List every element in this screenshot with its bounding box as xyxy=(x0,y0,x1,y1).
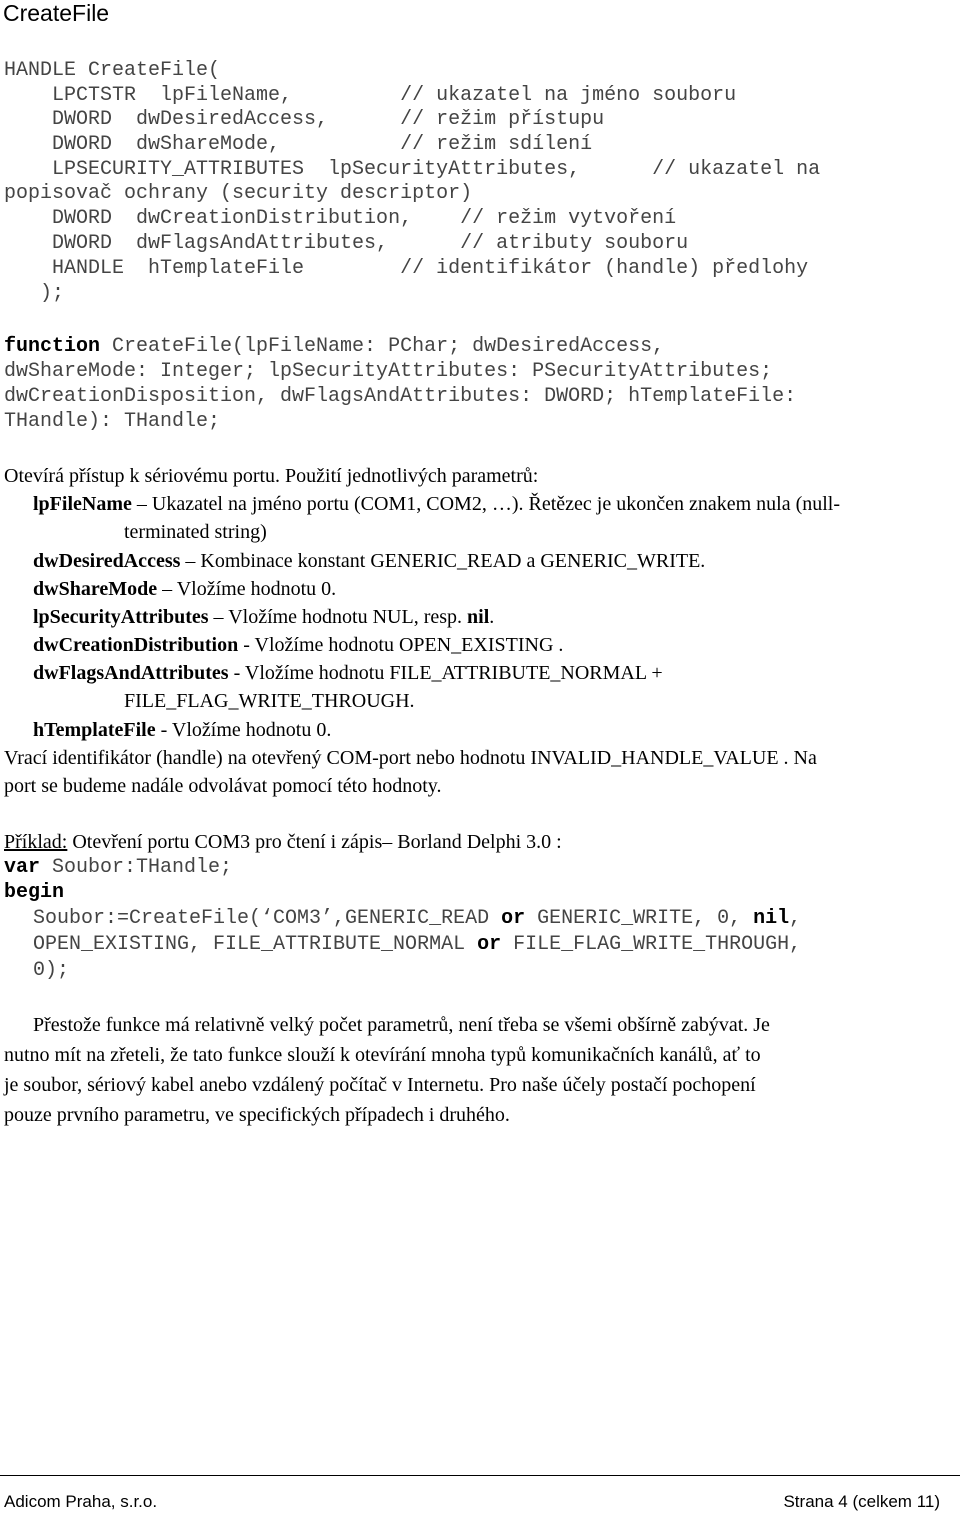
param-continuation: terminated string) xyxy=(124,521,267,543)
page-title: CreateFile xyxy=(3,0,110,26)
param-text: Vložíme hodnotu 0. xyxy=(176,578,337,600)
param-name: lpSecurityAttributes xyxy=(33,606,209,628)
code-text: CreateFile(lpFileName: PChar; dwDesiredAccess, xyxy=(100,335,665,358)
param-text: Vložíme hodnotu OPEN_EXISTING . xyxy=(254,634,564,656)
code-line: HANDLE CreateFile( xyxy=(4,59,221,82)
return-text: port se budeme nadále odvolávat pomocí této hodnoty. xyxy=(4,775,442,797)
return-text: Vrací identifikátor (handle) na otevřený COM-port nebo hodnotu INVALID_HANDLE_VALUE . Na xyxy=(4,747,817,769)
footer-divider xyxy=(0,1475,960,1476)
keyword: or xyxy=(501,907,526,930)
keyword: function xyxy=(4,335,101,358)
param-item xyxy=(33,547,705,575)
code-line: popisovač ochrany (security descriptor) xyxy=(4,182,473,205)
code-text: GENERIC_WRITE, 0, xyxy=(525,907,754,930)
param-tail: . xyxy=(489,606,495,628)
param-sep: - xyxy=(155,719,172,741)
code-line: LPCTSTR lpFileName, // ukazatel na jméno souboru xyxy=(4,84,737,107)
example-title: Otevření portu COM3 pro čtení i zápis– Borland Delphi 3.0 : xyxy=(67,831,562,853)
code-text: FILE_FLAG_WRITE_THROUGH, xyxy=(501,933,802,956)
param-text: Kombinace konstant GENERIC_READ a GENERIC_WRITE. xyxy=(200,550,706,572)
keyword: nil xyxy=(753,907,790,930)
code-line: LPSECURITY_ATTRIBUTES lpSecurityAttributes, // ukazatel na xyxy=(4,158,821,181)
code-line xyxy=(4,855,232,880)
example-label: Příklad: xyxy=(4,831,68,853)
param-text: Vložíme hodnotu 0. xyxy=(171,719,332,741)
example-heading xyxy=(4,828,562,856)
param-sep: – xyxy=(208,606,229,628)
param-name: dwFlagsAndAttributes xyxy=(33,662,229,684)
code-line: HANDLE hTemplateFile // identifikátor (handle) předlohy xyxy=(4,257,809,280)
code-line: DWORD dwCreationDistribution, // režim vytvoření xyxy=(4,207,677,230)
paragraph-line: pouze prvního parametru, ve specifických případech i druhého. xyxy=(4,1104,510,1126)
code-text: , xyxy=(789,907,802,930)
param-item xyxy=(33,490,840,518)
code-line: DWORD dwDesiredAccess, // režim přístupu xyxy=(4,108,605,131)
code-line: THandle): THandle; xyxy=(4,410,221,433)
keyword: begin xyxy=(4,881,65,904)
param-sep: - xyxy=(228,662,245,684)
footer-company: Adicom Praha, s.r.o. xyxy=(4,1492,158,1511)
paragraph-line: je soubor, sériový kabel anebo vzdálený počítač v Internetu. Pro naše účely postačí pochopení xyxy=(4,1074,756,1096)
code-line: 0); xyxy=(33,959,70,982)
param-sep: – xyxy=(157,578,177,600)
param-text: Vložíme hodnotu NUL, resp. xyxy=(228,606,468,628)
param-name: hTemplateFile xyxy=(33,719,156,741)
code-line: ); xyxy=(4,282,65,305)
param-item xyxy=(33,659,663,687)
description: Otevírá přístup k sériovému portu. Použití jednotlivých parametrů: xyxy=(4,465,539,487)
code-line: dwCreationDisposition, dwFlagsAndAttributes: DWORD; hTemplateFile: xyxy=(4,385,797,408)
code-line: DWORD dwShareMode, // režim sdílení xyxy=(4,133,593,156)
param-item xyxy=(33,603,494,631)
param-item xyxy=(33,716,331,744)
param-continuation: FILE_FLAG_WRITE_THROUGH. xyxy=(124,690,415,712)
code-text: Soubor:=CreateFile(‘COM3’,GENERIC_READ xyxy=(33,907,502,930)
param-sep: - xyxy=(238,634,255,656)
footer-page-number: Strana 4 (celkem 11) xyxy=(783,1492,940,1511)
code-text: OPEN_EXISTING, FILE_ATTRIBUTE_NORMAL xyxy=(33,933,478,956)
param-name: dwShareMode xyxy=(33,578,158,600)
param-name: dwCreationDistribution xyxy=(33,634,239,656)
param-item xyxy=(33,575,336,603)
param-item xyxy=(33,631,563,659)
code-line xyxy=(4,334,664,359)
code-line: DWORD dwFlagsAndAttributes, // atributy souboru xyxy=(4,232,689,255)
code-line: dwShareMode: Integer; lpSecurityAttributes: PSecurityAttributes; xyxy=(4,360,773,383)
param-text: Ukazatel na jméno portu (COM1, COM2, …). Řetězec je ukončen znakem nula (null- xyxy=(151,493,840,515)
keyword: or xyxy=(477,933,502,956)
code-line xyxy=(4,880,64,905)
code-line xyxy=(33,906,801,931)
code-text: Soubor:THandle; xyxy=(40,856,233,879)
param-text: Vložíme hodnotu FILE_ATTRIBUTE_NORMAL + xyxy=(244,662,663,684)
keyword: var xyxy=(4,856,41,879)
param-name: dwDesiredAccess xyxy=(33,550,181,572)
param-name: lpFileName xyxy=(33,493,132,515)
param-bold: nil xyxy=(467,606,490,628)
paragraph-line: nutno mít na zřeteli, že tato funkce slouží k otevírání mnoha typů komunikačních kanálů, ať to xyxy=(4,1044,761,1066)
paragraph-line: Přestože funkce má relativně velký počet parametrů, není třeba se všemi obšírně zabývat. Je xyxy=(33,1014,770,1036)
param-sep: – xyxy=(131,493,152,515)
code-line xyxy=(33,932,801,957)
param-sep: – xyxy=(180,550,201,572)
